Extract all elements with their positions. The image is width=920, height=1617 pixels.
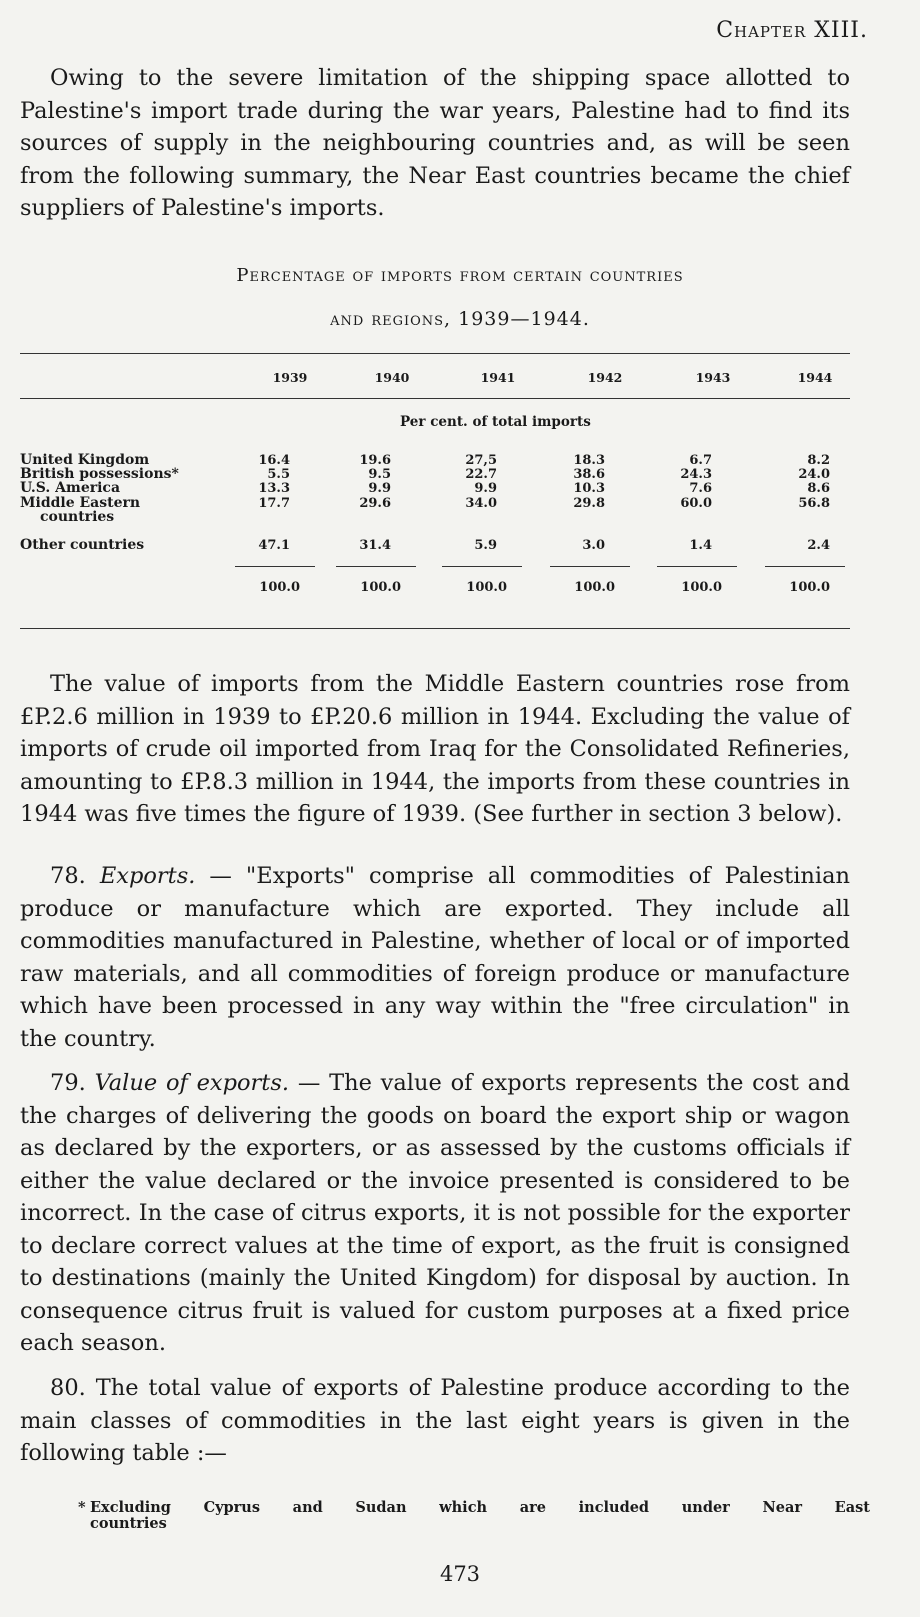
cell-total-1942: 100.0 [574,580,615,595]
footnote-line-2: countries [90,1515,167,1532]
section-79-number: 79. [50,1070,86,1096]
year-header-1943: 1943 [695,370,731,385]
sum-rule-1944 [765,566,845,567]
footnote-line-1: Excluding Cyprus and Sudan which are included under Near East [90,1499,870,1516]
cell-uk-1944: 8.2 [807,453,830,468]
cell-middle-east-1943: 60.0 [680,496,712,511]
table-title-line-1: Percentage of imports from certain countries [236,265,684,286]
cell-other-1941: 5.9 [474,538,497,553]
cell-total-1940: 100.0 [360,580,401,595]
section-78-number: 78. [50,863,86,889]
cell-uk-1942: 18.3 [573,453,605,468]
cell-british-1942: 38.6 [573,467,605,482]
cell-other-1939: 47.1 [258,538,290,553]
section-80-number: 80. [50,1375,86,1401]
cell-usa-1940: 9.9 [368,481,391,496]
cell-british-1941: 22.7 [465,467,497,482]
cell-usa-1942: 10.3 [573,481,605,496]
table-title-line-2: and regions, 1939—1944. [330,308,590,330]
chapter-header: Chapter XIII. [716,18,868,43]
sum-rule-1940 [336,566,416,567]
cell-uk-1940: 19.6 [359,453,391,468]
cell-uk-1939: 16.4 [258,453,290,468]
cell-usa-1944: 8.6 [807,481,830,496]
section-80-paragraph: 80. The total value of exports of Palestine produce according to the main classes of commodities in the last eight years is given in the following table :— [20,1375,850,1466]
footnote-marker: * [78,1499,86,1516]
year-header-1940: 1940 [374,370,410,385]
sum-rule-1941 [442,566,522,567]
page-number: 473 [439,1562,481,1586]
cell-usa-1943: 7.6 [689,481,712,496]
table-subheading: Per cent. of total imports [400,414,591,430]
table-bottom-rule [20,628,850,629]
cell-british-1940: 9.5 [368,467,391,482]
year-header-1942: 1942 [587,370,623,385]
cell-other-1944: 2.4 [807,538,830,553]
sum-rule-1939 [235,566,315,567]
sum-rule-1943 [657,566,737,567]
row-label-us-america: U.S. America [20,480,121,496]
cell-middle-east-1940: 29.6 [359,496,391,511]
cell-total-1943: 100.0 [681,580,722,595]
intro-paragraph: Owing to the severe limitation of the shipping space allotted to Palestine's import trade during the war years, Palestine had to find its sources of supply in the neighbouring countries and, as will be seen from the following summary, the Near East countries became the chief suppliers of Palestine's imports. [20,65,850,221]
sum-rule-1942 [550,566,630,567]
row-label-other-countries: Other countries [20,537,145,553]
table-top-rule [20,353,850,354]
cell-usa-1939: 13.3 [258,481,290,496]
cell-other-1943: 1.4 [689,538,712,553]
section-78-heading: Exports. [99,863,196,889]
row-label-united-kingdom: United Kingdom [20,452,150,468]
cell-other-1942: 3.0 [582,538,605,553]
cell-british-1939: 5.5 [267,467,290,482]
row-label-middle-eastern: Middle Eastern [20,495,141,511]
year-header-1944: 1944 [797,370,833,385]
section-79-heading: Value of exports. [94,1070,290,1096]
table-header-rule [20,398,850,399]
cell-total-1941: 100.0 [466,580,507,595]
row-label-middle-eastern-cont: countries [40,509,115,525]
cell-british-1943: 24.3 [680,467,712,482]
row-label-british-possessions: British possessions* [20,466,179,482]
paragraph-middle-east-value: The value of imports from the Middle Eastern countries rose from £P.2.6 million in 1939 to £P.20.6 million in 1944. Excluding the value of imports of crude oil imported from Iraq for the Consolidated Refineries, amounting to £P.8.3 million in 1944, the imports from these countries in 1944 was five times the figure of 1939. (See further in section 3 below). [20,671,850,827]
cell-usa-1941: 9.9 [474,481,497,496]
cell-middle-east-1941: 34.0 [465,496,497,511]
cell-middle-east-1939: 17.7 [258,496,290,511]
year-header-1941: 1941 [480,370,516,385]
cell-uk-1941: 27,5 [465,453,497,468]
year-header-1939: 1939 [272,370,308,385]
cell-uk-1943: 6.7 [689,453,712,468]
cell-other-1940: 31.4 [359,538,391,553]
cell-middle-east-1944: 56.8 [798,496,830,511]
cell-british-1944: 24.0 [798,467,830,482]
cell-total-1939: 100.0 [259,580,300,595]
cell-middle-east-1942: 29.8 [573,496,605,511]
cell-total-1944: 100.0 [789,580,830,595]
section-79-paragraph: 79. Value of exports. — The value of exports represents the cost and the charges of delivering the goods on board the export ship or wagon as declared by the exporters, or as assessed by the customs officials if either the value declared or the invoice presented is considered to be incorrect. In the case of citrus exports, it is not possible for the exporter to declare correct values at the time of export, as the fruit is consigned to destinations (mainly the United Kingdom) for disposal by auction. In consequence citrus fruit is valued for custom purposes at a fixed price each season. [20,1070,850,1356]
footnote [78,1499,870,1532]
section-78-paragraph: 78. Exports. — "Exports" comprise all commodities of Palestinian produce or manufacture which are exported. They include all commodities manufactured in Palestine, whether of local or of imported raw materials, and all commodities of foreign produce or manufacture which have been processed in any way within the "free circulation" in the country. [20,863,851,1052]
